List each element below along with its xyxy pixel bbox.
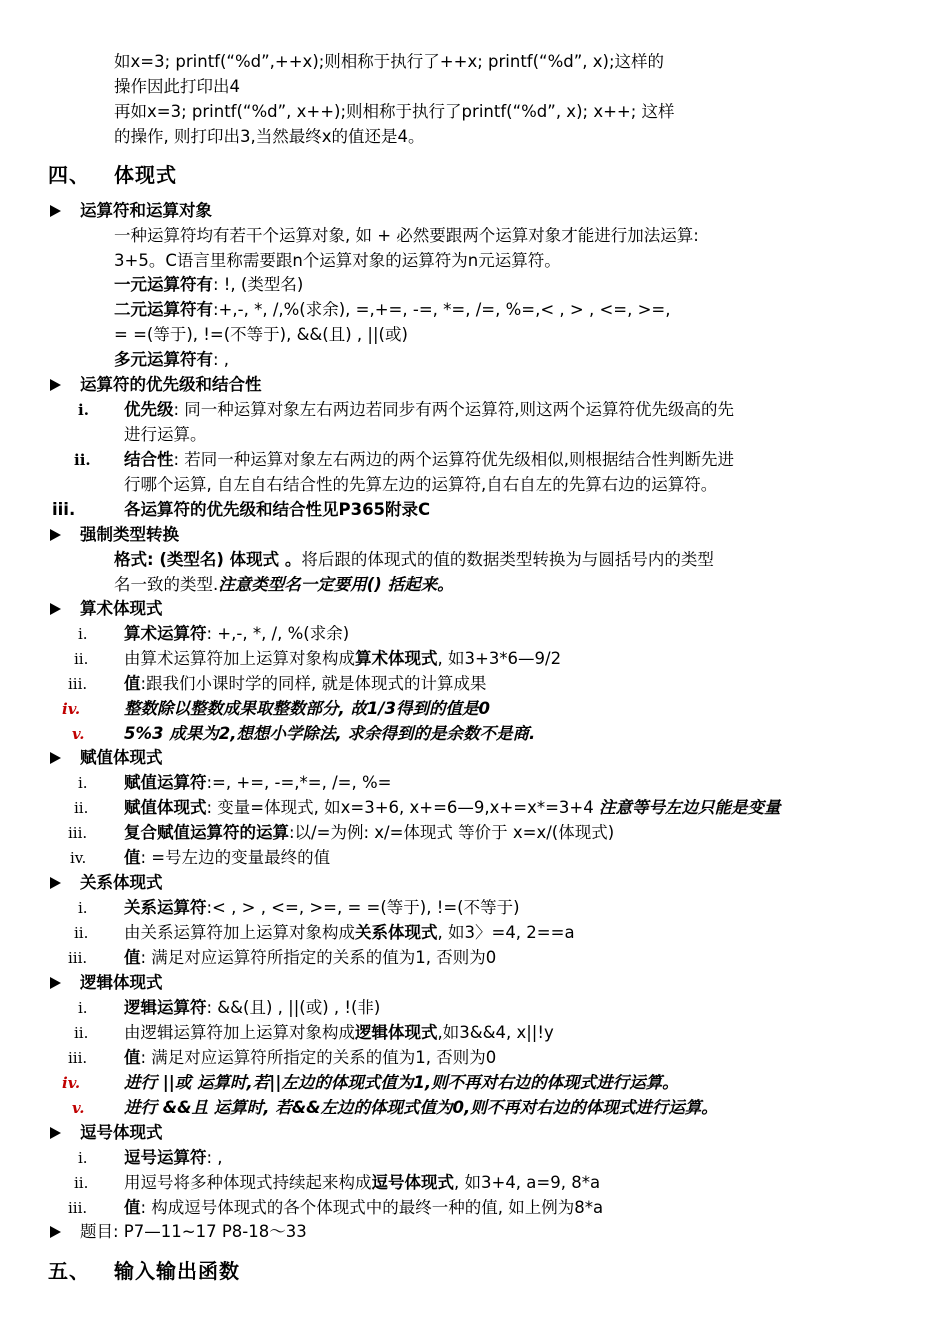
unary-operators-line [114, 273, 303, 297]
paragraph-line: 行哪个运算, 自左自右结合性的先算左边的运算符,自右自左的先算右边的运算符。 [124, 475, 718, 494]
list-number: i. [78, 1149, 88, 1167]
term-label: 赋值运算符 [124, 773, 207, 792]
binary-operators-line [114, 298, 670, 322]
intro-line-4: 的操作, 则打印出3,当然最终x的值还是4。 [114, 127, 425, 146]
term-label: 多元运算符有 [114, 350, 213, 369]
term-text: , 如3+4, a=9, 8*a [454, 1173, 601, 1192]
subsection-title-comma: 逗号体现式 [80, 1123, 163, 1142]
term-label: 逻辑体现式 [355, 1023, 438, 1042]
term-label: 关系运算符 [124, 898, 207, 917]
list-number: ii. [74, 1024, 89, 1042]
term-text: 将后跟的体现式的值的数据类型转换为与圆括号内的类型 [301, 550, 714, 569]
paragraph-line: = =(等于), !=(不等于), &&(且) , ||(或) [114, 325, 408, 344]
term-text: : !, (类型名) [213, 275, 304, 294]
paragraph-line [114, 573, 454, 597]
term-label: 值 [124, 1048, 141, 1067]
bullet-arrow-icon [50, 1127, 61, 1139]
subsection-title-assignment: 赋值体现式 [80, 748, 163, 767]
paragraph-line: 进行运算。 [124, 425, 207, 444]
term-label: 值 [124, 674, 141, 693]
bullet-arrow-icon [50, 603, 61, 615]
term-text: 用逗号将多种体现式持续起来构成 [124, 1173, 372, 1192]
section-4-title: 体现式 [114, 163, 177, 187]
list-number: ii. [74, 1174, 89, 1192]
multi-operators-line [114, 348, 229, 372]
list-item [124, 1171, 600, 1195]
term-text: : 变量=体现式, 如x=3+6, x+=6—9,x+=x*=3+4 [206, 798, 594, 817]
subsection-title-precedence: 运算符的优先级和结合性 [80, 375, 262, 394]
paragraph-line: 3+5。C语言里称需要跟n个运算对象的运算符为n元运算符。 [114, 251, 561, 270]
term-label: 值 [124, 948, 141, 967]
term-text: : 满足对应运算符所指定的关系的值为1, 否则为0 [140, 948, 497, 967]
term-text: :=, +=, -=,*=, /=, %= [206, 773, 392, 792]
list-number: v. [72, 725, 85, 743]
list-item [124, 647, 561, 671]
term-text: 名一致的类型. [114, 575, 219, 594]
term-text: 由算术运算符加上运算对象构成 [124, 649, 355, 668]
list-number: iii. [68, 949, 88, 967]
term-text: : 同一种运算对象左右两边若同步有两个运算符,则这两个运算符优先级高的先 [173, 400, 735, 419]
section-5-title: 输入输出函数 [114, 1259, 240, 1283]
list-item [124, 846, 330, 870]
term-text: : 构成逗号体现式的各个体现式中的最终一种的值, 如上例为8*a [140, 1198, 604, 1217]
intro-line-3: 再如x=3; printf(“%d”, x++);则相称于执行了printf(“%d”, x); x++; 这样 [114, 102, 675, 121]
term-text: : +,-, *, /, %(求余) [206, 624, 350, 643]
list-item: 进行 &&且 运算时, 若&&左边的体现式值为0,则不再对右边的体现式进行运算。 [124, 1098, 718, 1117]
subsection-title-cast: 强制类型转换 [80, 525, 179, 544]
list-item [124, 771, 391, 795]
list-number: i. [78, 774, 88, 792]
exercise-line: 题目: P7—11~17 P8-18～33 [80, 1222, 307, 1241]
bullet-arrow-icon [50, 529, 61, 541]
list-item [124, 1196, 603, 1220]
term-label: 优先级 [124, 400, 174, 419]
list-item [124, 896, 520, 920]
term-label: 一元运算符有 [114, 275, 213, 294]
term-label: 关系体现式 [355, 923, 438, 942]
list-item [124, 921, 575, 945]
term-text: :以/=为例: x/=体现式 等价于 x=x/(体现式) [289, 823, 615, 842]
list-number: iii. [52, 500, 76, 519]
term-label: 赋值体现式 [124, 798, 207, 817]
list-item [124, 796, 781, 820]
term-label: 结合性 [124, 450, 174, 469]
format-text: 格式: (类型名) 体现式 。 [114, 550, 302, 569]
list-item [124, 1146, 223, 1170]
list-number: v. [72, 1099, 85, 1117]
term-label: 逗号体现式 [371, 1173, 454, 1192]
term-text: : , [213, 350, 230, 369]
term-label: 二元运算符有 [114, 300, 213, 319]
list-number: i. [78, 899, 88, 917]
list-number: iv. [62, 1074, 81, 1092]
term-label: 算术运算符 [124, 624, 207, 643]
term-text: : &&(且) , ||(或) , !(非) [206, 998, 381, 1017]
list-number: iii. [68, 824, 88, 842]
term-text: : 若同一种运算对象左右两边的两个运算符优先级相似,则根据结合性判断先进 [173, 450, 735, 469]
subsection-title-arithmetic: 算术体现式 [80, 599, 163, 618]
bullet-arrow-icon [50, 752, 61, 764]
term-text: 由逻辑运算符加上运算对象构成 [124, 1023, 355, 1042]
term-label: 逻辑运算符 [124, 998, 207, 1017]
list-number: iv. [70, 849, 87, 867]
list-item [124, 622, 349, 646]
subsection-title-relational: 关系体现式 [80, 873, 163, 892]
term-text: :< , > , <=, >=, = =(等于), !=(不等于) [206, 898, 520, 917]
list-number: ii. [74, 451, 91, 469]
subsection-title-logical: 逻辑体现式 [80, 973, 163, 992]
list-item: 各运算符的优先级和结合性见P365附录C [124, 500, 431, 519]
subsection-title-operators: 运算符和运算对象 [80, 201, 212, 220]
bullet-arrow-icon [50, 205, 61, 217]
list-item [124, 821, 614, 845]
term-text: : 满足对应运算符所指定的关系的值为1, 否则为0 [140, 1048, 497, 1067]
term-text: :跟我们小课时学的同样, 就是体现式的计算成果 [140, 674, 487, 693]
term-text: :+,-, *, /,%(求余), =,+=, -=, *=, /=, %=,< , > , <=, >=, [213, 300, 671, 319]
term-label: 逗号运算符 [124, 1148, 207, 1167]
list-number: iii. [68, 1049, 88, 1067]
section-4-number: 四、 [48, 163, 90, 187]
list-number: ii. [74, 924, 89, 942]
term-text: : =号左边的变量最终的值 [140, 848, 331, 867]
term-text: 由关系运算符加上运算对象构成 [124, 923, 355, 942]
note-text: 注意类型名一定要用() 括起来。 [218, 575, 454, 594]
list-number: i. [78, 401, 89, 419]
list-number: i. [78, 999, 88, 1017]
list-item: 5%3 成果为2,想想小学除法, 求余得到的是余数不是商. [124, 724, 536, 743]
term-text: , 如3+3*6—9/2 [437, 649, 562, 668]
list-number: iii. [68, 1199, 88, 1217]
list-number: iv. [62, 700, 81, 718]
note-text: 注意等号左边只能是变量 [599, 798, 781, 817]
term-text: : , [206, 1148, 223, 1167]
bullet-arrow-icon [50, 379, 61, 391]
list-item: 整数除以整数成果取整数部分, 故1/3得到的值是0 [124, 699, 490, 718]
paragraph-line [114, 548, 714, 572]
intro-line-2: 操作因此打印出4 [114, 77, 240, 96]
bullet-arrow-icon [50, 877, 61, 889]
list-number: ii. [74, 799, 89, 817]
list-item: 进行 ||或 运算时,若||左边的体现式值为1,则不再对右边的体现式进行运算。 [124, 1073, 679, 1092]
bullet-arrow-icon [50, 1226, 61, 1238]
term-label: 值 [124, 848, 141, 867]
intro-line-1: 如x=3; printf(“%d”,++x);则相称于执行了++x; printf(“%d”, x);这样的 [114, 52, 665, 71]
paragraph-line: 一种运算符均有若干个运算对象, 如 + 必然要跟两个运算对象才能进行加法运算: [114, 226, 699, 245]
list-number: iii. [68, 675, 88, 693]
term-label: 算术体现式 [355, 649, 438, 668]
term-text: ,如3&&4, x||!y [437, 1023, 554, 1042]
term-label: 值 [124, 1198, 141, 1217]
section-5-number: 五、 [48, 1259, 90, 1283]
term-label: 复合赋值运算符的运算 [124, 823, 289, 842]
term-text: , 如3〉=4, 2==a [437, 923, 575, 942]
list-item [124, 398, 734, 422]
list-item [124, 672, 487, 696]
list-number: ii. [74, 650, 89, 668]
list-item [124, 448, 734, 472]
list-item [124, 1046, 496, 1070]
list-item [124, 996, 380, 1020]
list-item [124, 1021, 554, 1045]
list-item [124, 946, 496, 970]
list-number: i. [78, 625, 88, 643]
bullet-arrow-icon [50, 977, 61, 989]
